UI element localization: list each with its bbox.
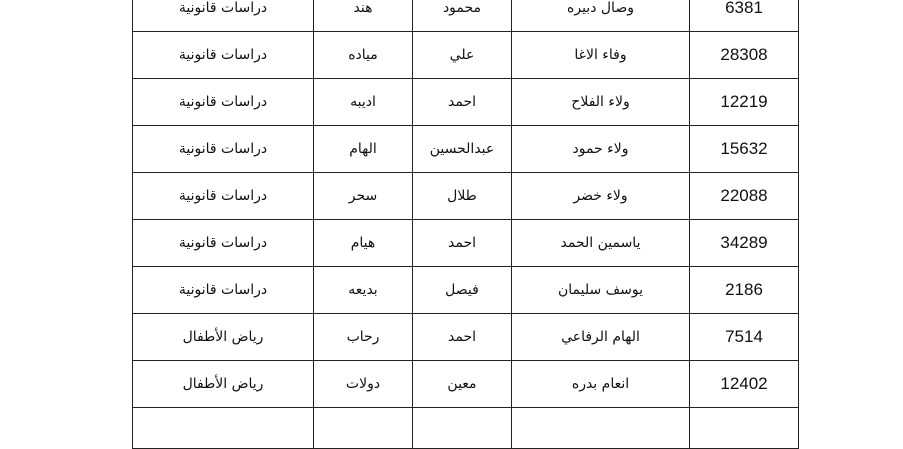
specialization-cell: دراسات قانونية: [133, 173, 314, 220]
student-id-cell: [690, 408, 799, 449]
student-name-cell: ولاء خضر: [512, 173, 690, 220]
father-name-cell: عبدالحسين: [413, 126, 512, 173]
specialization-cell: دراسات قانونية: [133, 79, 314, 126]
mother-name-cell: الهام: [314, 126, 413, 173]
student-name-cell: ولاء الفلاح: [512, 79, 690, 126]
mother-name-cell: سحر: [314, 173, 413, 220]
table-row: [133, 314, 799, 361]
student-name-cell: الهام الرفاعي: [512, 314, 690, 361]
father-name-cell: احمد: [413, 314, 512, 361]
student-id-cell: 12219: [690, 79, 799, 126]
student-name-cell: وفاء الاغا: [512, 32, 690, 79]
student-id-cell: 28308: [690, 32, 799, 79]
student-id-cell: 34289: [690, 220, 799, 267]
mother-name-cell: اديبه: [314, 79, 413, 126]
student-name-cell: ولاء حمود: [512, 126, 690, 173]
mother-name-cell: هند: [314, 0, 413, 32]
father-name-cell: طلال: [413, 173, 512, 220]
table-row-partial: [133, 408, 799, 449]
student-id-cell: 7514: [690, 314, 799, 361]
specialization-cell: رياض الأطفال: [133, 361, 314, 408]
table-row: [133, 0, 799, 32]
specialization-cell: دراسات قانونية: [133, 220, 314, 267]
student-id-cell: 15632: [690, 126, 799, 173]
specialization-cell: دراسات قانونية: [133, 32, 314, 79]
mother-name-cell: بديعه: [314, 267, 413, 314]
table-row: [133, 32, 799, 79]
table-row: [133, 79, 799, 126]
father-name-cell: فيصل: [413, 267, 512, 314]
specialization-cell: دراسات قانونية: [133, 126, 314, 173]
mother-name-cell: مياده: [314, 32, 413, 79]
student-name-cell: وصال دبيره: [512, 0, 690, 32]
specialization-cell: دراسات قانونية: [133, 0, 314, 32]
specialization-cell: رياض الأطفال: [133, 314, 314, 361]
student-name-cell: ياسمين الحمد: [512, 220, 690, 267]
table-row: [133, 173, 799, 220]
student-id-cell: 22088: [690, 173, 799, 220]
student-id-cell: 6381: [690, 0, 799, 32]
father-name-cell: علي: [413, 32, 512, 79]
specialization-cell: [133, 408, 314, 449]
father-name-cell: احمد: [413, 79, 512, 126]
student-id-cell: 12402: [690, 361, 799, 408]
mother-name-cell: رحاب: [314, 314, 413, 361]
student-name-cell: انعام بدره: [512, 361, 690, 408]
mother-name-cell: دولات: [314, 361, 413, 408]
father-name-cell: [413, 408, 512, 449]
table-row: [133, 126, 799, 173]
specialization-cell: دراسات قانونية: [133, 267, 314, 314]
student-name-cell: يوسف سليمان: [512, 267, 690, 314]
table-row: [133, 361, 799, 408]
father-name-cell: محمود: [413, 0, 512, 32]
student-id-cell: 2186: [690, 267, 799, 314]
mother-name-cell: هيام: [314, 220, 413, 267]
student-name-cell: [512, 408, 690, 449]
father-name-cell: معين: [413, 361, 512, 408]
table-row: [133, 267, 799, 314]
mother-name-cell: [314, 408, 413, 449]
table-row: [133, 220, 799, 267]
father-name-cell: احمد: [413, 220, 512, 267]
students-table: [132, 0, 799, 449]
